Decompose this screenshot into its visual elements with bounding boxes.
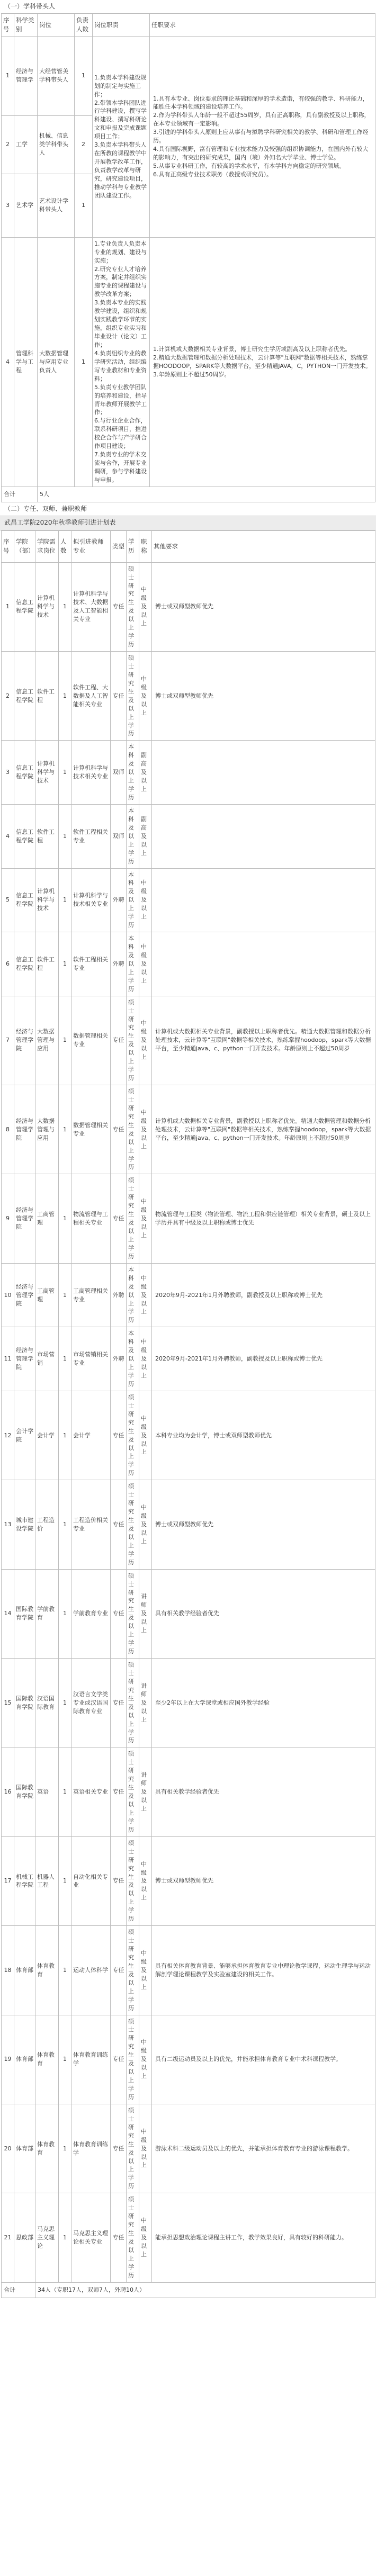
row-type: 专任: [111, 1748, 127, 1836]
row-count: 1: [59, 2015, 71, 2104]
teacher-header-row: [2, 530, 375, 562]
row-count: 1: [59, 1836, 71, 1925]
col-no: 序号: [2, 530, 14, 562]
row-title: 中级及以上: [139, 1480, 152, 1569]
row-major: 汉语言文学类专业或汉语国际教育专业: [71, 1659, 111, 1748]
row-count: 1: [59, 1174, 71, 1263]
teacher-row: [2, 868, 375, 932]
col-count: 负责人数: [75, 14, 93, 36]
row-other: 博士或双师型教师优先: [152, 1480, 375, 1569]
row-edu: 硕士研究生及以上学历: [127, 1659, 139, 1748]
row-count: 1: [59, 932, 71, 996]
teacher-row: [2, 1926, 375, 2015]
row-college: 国际教育学院: [14, 1659, 35, 1748]
row-post: 会计学: [35, 1391, 59, 1480]
row-title: 中级及以上: [139, 1926, 152, 2015]
col-duty: 岗位职责: [93, 14, 150, 36]
teacher-row: [2, 1327, 375, 1391]
row-post: 汉语国际教育: [35, 1659, 59, 1748]
row-title: 讲师及以上: [139, 1569, 152, 1658]
row-count: 1: [59, 868, 71, 932]
row-discipline: 管理科学与工程: [14, 237, 38, 487]
row-major: 英语相关专业: [71, 1748, 111, 1836]
row-duty: 1.负责本学科建设规划的制定与实施工作； 2.带领本学科团队进行学科建设，撰写学科建设、撰写科研论文和申报及完成课题项目工作； 3.负责本学科带头人在所教的课程教学中开展教学改革工作，负责教学改革与研究，研究建设项目，推动学科与专业教学团队建设工作。: [93, 36, 150, 237]
col-req: 任职要求: [150, 14, 375, 36]
row-count: 1: [59, 1569, 71, 1658]
row-no: 5: [2, 868, 14, 932]
total-value: 34人（专职17人，双师7人，外聘10人）: [35, 2282, 375, 2298]
row-type: 双师: [111, 804, 127, 868]
total-value: 5人: [38, 487, 375, 502]
row-count: 1: [59, 562, 71, 651]
row-count: 1: [75, 237, 93, 487]
row-type: 专任: [111, 996, 127, 1085]
row-no: 4: [2, 804, 14, 868]
row-other: 计算机或大数据相关专业背景，副教授以上职称者优先。精通大数据管理和数据分析处理技术，云计算等"互联网"数据等相关技术，熟练掌握hoodoop，spark等大数据平台，至少精通java、c、python一门开发技术。年龄原则上不超过50周岁: [152, 996, 375, 1085]
row-count: 1: [59, 996, 71, 1085]
row-count: 1: [75, 174, 93, 237]
row-major: 会计学: [71, 1391, 111, 1480]
row-major: 自动化相关专业: [71, 1836, 111, 1925]
row-count: 1: [59, 2104, 71, 2193]
row-no: 1: [2, 36, 14, 115]
row-edu: 硕士研究生及以上学历: [127, 1926, 139, 2015]
row-other: 本科专业均为会计学，博士或双师型教师优先: [152, 1391, 375, 1480]
row-post: 英语: [35, 1748, 59, 1836]
row-college: 国际教育学院: [14, 1748, 35, 1836]
row-post: 体育教育: [35, 2015, 59, 2104]
row-title: 中级及以上: [139, 868, 152, 932]
row-post: 大数据管理与应用专业负责人: [38, 237, 75, 487]
row-title: 中级及以上: [139, 996, 152, 1085]
row-no: 2: [2, 652, 14, 741]
row-count: 1: [59, 1748, 71, 1836]
row-no: 13: [2, 1480, 14, 1569]
row-edu: 硕士研究生及以上学历: [127, 1085, 139, 1174]
row-count: 1: [59, 652, 71, 741]
row-post: 计算机科学与技术: [35, 562, 59, 651]
row-no: 4: [2, 237, 14, 487]
row-title: 中级及以上: [139, 1174, 152, 1263]
row-no: 2: [2, 115, 14, 174]
total-label: 合计: [2, 2282, 35, 2298]
row-other: 计算机或大数据相关专业背景，副教授以上职称者优先。精通大数据管理和数据分析处理技术，云计算等"互联网"数据等相关技术，熟练掌握hoodoop，spark等大数据平台，至少精通java、c、python一门开发技术。年龄原则上不超过50周岁: [152, 1085, 375, 1174]
teacher-row: [2, 1836, 375, 1925]
row-discipline: 工学: [14, 115, 38, 174]
row-no: 16: [2, 1748, 14, 1836]
teacher-row: [2, 2104, 375, 2193]
col-title: 职称: [139, 530, 152, 562]
row-college: 体育部: [14, 2015, 35, 2104]
teacher-total-row: [2, 2282, 375, 2298]
row-post: 工商管理: [35, 1174, 59, 1263]
row-title: 中级及以上: [139, 1263, 152, 1327]
row-college: 信息工程学院: [14, 868, 35, 932]
row-college: 国际教育学院: [14, 1569, 35, 1658]
teacher-row: [2, 804, 375, 868]
row-other: 具有相关教学经验者优先: [152, 1569, 375, 1658]
plan-banner: 武昌工学院2020年秋季教师引进计划表: [0, 516, 376, 530]
row-post: 计算机科学与技术: [35, 868, 59, 932]
col-discipline: 科学类别: [14, 14, 38, 36]
leader-row: [2, 36, 375, 115]
row-major: 计算机科学与技术相关专业: [71, 741, 111, 805]
row-post: 马克思主义理论: [35, 2193, 59, 2282]
row-college: 信息工程学院: [14, 741, 35, 805]
row-no: 1: [2, 562, 14, 651]
row-post: 工商管理: [35, 1263, 59, 1327]
row-no: 12: [2, 1391, 14, 1480]
row-no: 21: [2, 2193, 14, 2282]
row-no: 9: [2, 1174, 14, 1263]
row-type: 专任: [111, 1480, 127, 1569]
row-post: 软件工程: [35, 804, 59, 868]
row-count: 1: [59, 1391, 71, 1480]
row-college: 经济与管理学院: [14, 1085, 35, 1174]
row-other: [152, 804, 375, 868]
row-title: 中级及以上: [139, 562, 152, 651]
total-label: 合计: [2, 487, 38, 502]
row-title: 中级及以上: [139, 1085, 152, 1174]
row-edu: 硕士研究生及以上学历: [127, 2015, 139, 2104]
col-post: 学院需求岗位: [35, 530, 59, 562]
row-type: 专任: [111, 1174, 127, 1263]
row-type: 外聘: [111, 1263, 127, 1327]
row-other: 2020年9月-2021年1月外聘教师，副教授及以上职称或博士优先: [152, 1327, 375, 1391]
row-edu: 硕士研究生及以上学历: [127, 1569, 139, 1658]
teacher-row: [2, 1659, 375, 1748]
row-discipline: 艺术学: [14, 174, 38, 237]
leader-total-row: [2, 487, 375, 502]
row-post: 大数据管理与应用: [35, 996, 59, 1085]
row-major: 运动人体科学: [71, 1926, 111, 2015]
col-major: 拟引进教师专业: [71, 530, 111, 562]
row-count: 1: [59, 2193, 71, 2282]
row-type: 专任: [111, 2015, 127, 2104]
row-college: 会计学院: [14, 1391, 35, 1480]
row-major: 工程造价相关专业: [71, 1480, 111, 1569]
row-college: 城市建设学院: [14, 1480, 35, 1569]
row-type: 专任: [111, 1569, 127, 1658]
col-type: 类型: [111, 530, 127, 562]
row-no: 14: [2, 1569, 14, 1658]
row-edu: 硕士研究生及以上学历: [127, 1174, 139, 1263]
row-no: 20: [2, 2104, 14, 2193]
teacher-table: [1, 530, 375, 2298]
row-college: 信息工程学院: [14, 652, 35, 741]
row-title: 中级及以上: [139, 1836, 152, 1925]
row-major: 软件工程相关专业: [71, 932, 111, 996]
row-title: 副高及以上: [139, 804, 152, 868]
row-edu: 硕士研究生及以上学历: [127, 652, 139, 741]
row-count: 1: [59, 1327, 71, 1391]
teacher-row: [2, 1085, 375, 1174]
row-post: 大数据管理与应用: [35, 1085, 59, 1174]
row-major: 学前教育专业: [71, 1569, 111, 1658]
row-post: 机械、信息类学科带头人: [38, 115, 75, 174]
row-edu: 硕士研究生及以上学历: [127, 1748, 139, 1836]
row-title: 中级及以上: [139, 2015, 152, 2104]
row-post: 大经营管美学科带头人: [38, 36, 75, 115]
row-no: 10: [2, 1263, 14, 1327]
row-post: 体育教育: [35, 2104, 59, 2193]
row-major: 软件工程、大数据及人工智能相关专业: [71, 652, 111, 741]
row-title: 讲师及以上: [139, 1659, 152, 1748]
row-no: 3: [2, 174, 14, 237]
row-count: 1: [59, 1926, 71, 2015]
teacher-row: [2, 2193, 375, 2282]
row-edu: 本科及以上学历: [127, 804, 139, 868]
teacher-row: [2, 1174, 375, 1263]
row-count: 1: [75, 36, 93, 115]
row-edu: 硕士研究生及以上学历: [127, 1391, 139, 1480]
teacher-row: [2, 1480, 375, 1569]
row-type: 专任: [111, 2104, 127, 2193]
row-type: 外聘: [111, 1327, 127, 1391]
teacher-row: [2, 996, 375, 1085]
row-title: 中级及以上: [139, 652, 152, 741]
row-count: 1: [59, 1263, 71, 1327]
row-edu: 硕士研究生及以上学历: [127, 1836, 139, 1925]
row-count: 1: [59, 741, 71, 805]
row-type: 专任: [111, 652, 127, 741]
row-other: 至少2年以上在大学课堂或相应国外教学经验: [152, 1659, 375, 1748]
leader-header-row: [2, 14, 375, 36]
row-edu: 硕士研究生及以上学历: [127, 562, 139, 651]
row-other: 能承担思想政治理论课程主讲工作，教学效果良好，具有较好的科研能力。: [152, 2193, 375, 2282]
teacher-row: [2, 1391, 375, 1480]
row-no: 6: [2, 932, 14, 996]
row-type: 外聘: [111, 868, 127, 932]
row-type: 专任: [111, 1659, 127, 1748]
row-no: 8: [2, 1085, 14, 1174]
row-title: 中级及以上: [139, 1391, 152, 1480]
col-other: 其他要求: [152, 530, 375, 562]
row-other: [152, 932, 375, 996]
leader-table: [1, 13, 375, 502]
row-post: 工程造价: [35, 1480, 59, 1569]
row-type: 外聘: [111, 932, 127, 996]
col-college: 学院（部）: [14, 530, 35, 562]
row-title: 中级及以上: [139, 2193, 152, 2282]
row-other: 具有相关教学经验者优先: [152, 1748, 375, 1836]
row-major: 物流管理与工程相关专业: [71, 1174, 111, 1263]
row-title: 中级及以上: [139, 1327, 152, 1391]
row-post: 艺术设计学科带头人: [38, 174, 75, 237]
row-college: 经济与管理学院: [14, 1263, 35, 1327]
row-post: 市场营销: [35, 1327, 59, 1391]
row-type: 专任: [111, 1926, 127, 2015]
row-college: 信息工程学院: [14, 804, 35, 868]
row-major: 市场营销相关专业: [71, 1327, 111, 1391]
row-edu: 硕士研究生及以上学历: [127, 996, 139, 1085]
row-other: 博士或双师型教师优先: [152, 652, 375, 741]
col-no: 序号: [2, 14, 14, 36]
row-other: 具有相关体育教育背景、能够承担体育教育专业中理论教学课程，运动生理学与运动解剖学理论课程教学及实验室建设的相关工作。: [152, 1926, 375, 2015]
row-college: 信息工程学院: [14, 562, 35, 651]
row-major: 体育教育训练学: [71, 2104, 111, 2193]
row-title: 讲师及以上: [139, 1748, 152, 1836]
section1-heading: （一）学科带头人: [4, 3, 56, 10]
row-other: 博士或双师型教师优先: [152, 1836, 375, 1925]
row-no: 18: [2, 1926, 14, 2015]
row-count: 1: [59, 1480, 71, 1569]
row-no: 3: [2, 741, 14, 805]
row-type: 专任: [111, 1836, 127, 1925]
row-college: 经济与管理学院: [14, 996, 35, 1085]
row-edu: 本科及以上学历: [127, 932, 139, 996]
row-major: 马克思主义理论相关专业: [71, 2193, 111, 2282]
row-no: 19: [2, 2015, 14, 2104]
row-major: 数据管理相关专业: [71, 996, 111, 1085]
row-college: 信息工程学院: [14, 932, 35, 996]
row-major: 计算机科学与技术相关专业: [71, 868, 111, 932]
teacher-row: [2, 2015, 375, 2104]
teacher-row: [2, 652, 375, 741]
row-other: [152, 741, 375, 805]
teacher-row: [2, 1263, 375, 1327]
row-major: 数据管理相关专业: [71, 1085, 111, 1174]
row-major: 软件工程相关专业: [71, 804, 111, 868]
col-edu: 学历: [127, 530, 139, 562]
row-major: 计算机科学与技术、大数据及人工智能相关专业: [71, 562, 111, 651]
row-other: 具有二级运动员及以上的优先，并能承担体育教育专业中术科课程教学。: [152, 2015, 375, 2104]
row-other: 游泳术科二级运动员及以上的优先，并能承担体育教育专业的游泳课程教学。: [152, 2104, 375, 2193]
row-major: 体育教育训练学: [71, 2015, 111, 2104]
row-post: 计算机科学与技术: [35, 741, 59, 805]
row-post: 软件工程: [35, 932, 59, 996]
row-count: 1: [59, 1085, 71, 1174]
row-college: 体育部: [14, 1926, 35, 2015]
teacher-row: [2, 562, 375, 651]
row-no: 11: [2, 1327, 14, 1391]
teacher-row: [2, 1569, 375, 1658]
teacher-row: [2, 1748, 375, 1836]
col-post: 岗位: [38, 14, 75, 36]
leader-row: [2, 237, 375, 487]
row-title: 副高及以上: [139, 741, 152, 805]
row-no: 15: [2, 1659, 14, 1748]
row-edu: 本科及以上学历: [127, 741, 139, 805]
row-post: 软件工程: [35, 652, 59, 741]
row-count: 1: [59, 1659, 71, 1748]
row-type: 双师: [111, 741, 127, 805]
row-type: 专任: [111, 1391, 127, 1480]
row-title: 中级及以上: [139, 2104, 152, 2193]
row-title: 中级及以上: [139, 932, 152, 996]
row-duty: 1.专业负责人负责本专业的规划、建设与实施； 2.研究专业人才培养方案，制定并组织实施专业的课程建设与教学改革方案； 3.负责本专业的实践教学建设，组织和规划实践教学环节的实施，组织专业实习和毕业设计（论文）工作； 4.负责组织专业的教学研究活动，组织编写专业教材和专业资料； 5.负责专业教学团队的培养和建设，指导青年教师开展教学工作； 6.与行业企业合作，联系科研项目，推进校企合作与产学研合作项目建设； 7.负责专业的学术交流与合作，开展专业调研，参与学科建设与申报。: [93, 237, 150, 487]
teacher-row: [2, 741, 375, 805]
row-other: 物流管理与工程类（物流管理、物流工程和供应链管理）相关专业背景，硕士及以上学历并具有中级及以上职称或博士优先: [152, 1174, 375, 1263]
row-edu: 硕士研究生及以上学历: [127, 2104, 139, 2193]
row-type: 专任: [111, 2193, 127, 2282]
row-other: [152, 868, 375, 932]
row-college: 体育部: [14, 2104, 35, 2193]
row-post: 机器人工程: [35, 1836, 59, 1925]
row-count: 2: [75, 115, 93, 174]
row-other: 博士或双师型教师优先: [152, 562, 375, 651]
row-no: 7: [2, 996, 14, 1085]
row-type: 专任: [111, 562, 127, 651]
row-major: 工商管理相关专业: [71, 1263, 111, 1327]
col-count: 人数: [59, 530, 71, 562]
row-type: 专任: [111, 1085, 127, 1174]
row-college: 经济与管理学院: [14, 1174, 35, 1263]
row-edu: 硕士研究生及以上学历: [127, 1480, 139, 1569]
section2-heading: （二）专任、双师、兼职教师: [4, 505, 87, 512]
row-college: 机械工程学院: [14, 1836, 35, 1925]
row-other: 2020年9月-2021年1月外聘教师，副教授及以上职称或博士优先: [152, 1263, 375, 1327]
row-edu: 硕士研究生及以上学历: [127, 2193, 139, 2282]
row-edu: 本科及以上学历: [127, 1327, 139, 1391]
row-count: 1: [59, 804, 71, 868]
row-college: 思政部: [14, 2193, 35, 2282]
row-edu: 本科及以上学历: [127, 1263, 139, 1327]
row-edu: 本科及以上学历: [127, 868, 139, 932]
row-post: 学前教育: [35, 1569, 59, 1658]
row-discipline: 经济与管理学: [14, 36, 38, 115]
row-req: 1.计算机或大数据相关专业背景，博士研究生学历或副高及以上职称者优先。 2.精通大数据管理和数据分析处理技术，云计算等"互联网"数据等相关技术，熟练掌握HOODOOP，SPARK等大数据平台，至少精通JAVA，C，PYTHON一门开发技术。 3.年龄原则上不超过50周岁。: [150, 237, 375, 487]
row-college: 经济与管理学院: [14, 1327, 35, 1391]
row-req: 1.具有本专业、岗位要求的理论基础和深厚的学术造诣，有较强的教学、科研能力，能胜任本学科领域的建设培养工作。 2.作为学科带头人年龄一般不超过55周岁，具有正高职称，具有副教授及以上职称，在本专业领域有一定影响。 3.引进的学科带头人原则上应从事有与拟聘学科研究相关的教学、科研和管理工作经历。 4.具有国际视野，富有管理和专业技术能力及较强的组织协调能力，在国内外有较大的影响力，有突出的研究成果，国内（境）外知名大学毕业、博士学位。 5.从事专业科研工作，有较高的学术水平，有本学科方向稳定的研究领域。 6.具有正高级专业技术职务（教授或研究员）。: [150, 36, 375, 237]
row-post: 体育教育: [35, 1926, 59, 2015]
teacher-row: [2, 932, 375, 996]
row-no: 17: [2, 1836, 14, 1925]
